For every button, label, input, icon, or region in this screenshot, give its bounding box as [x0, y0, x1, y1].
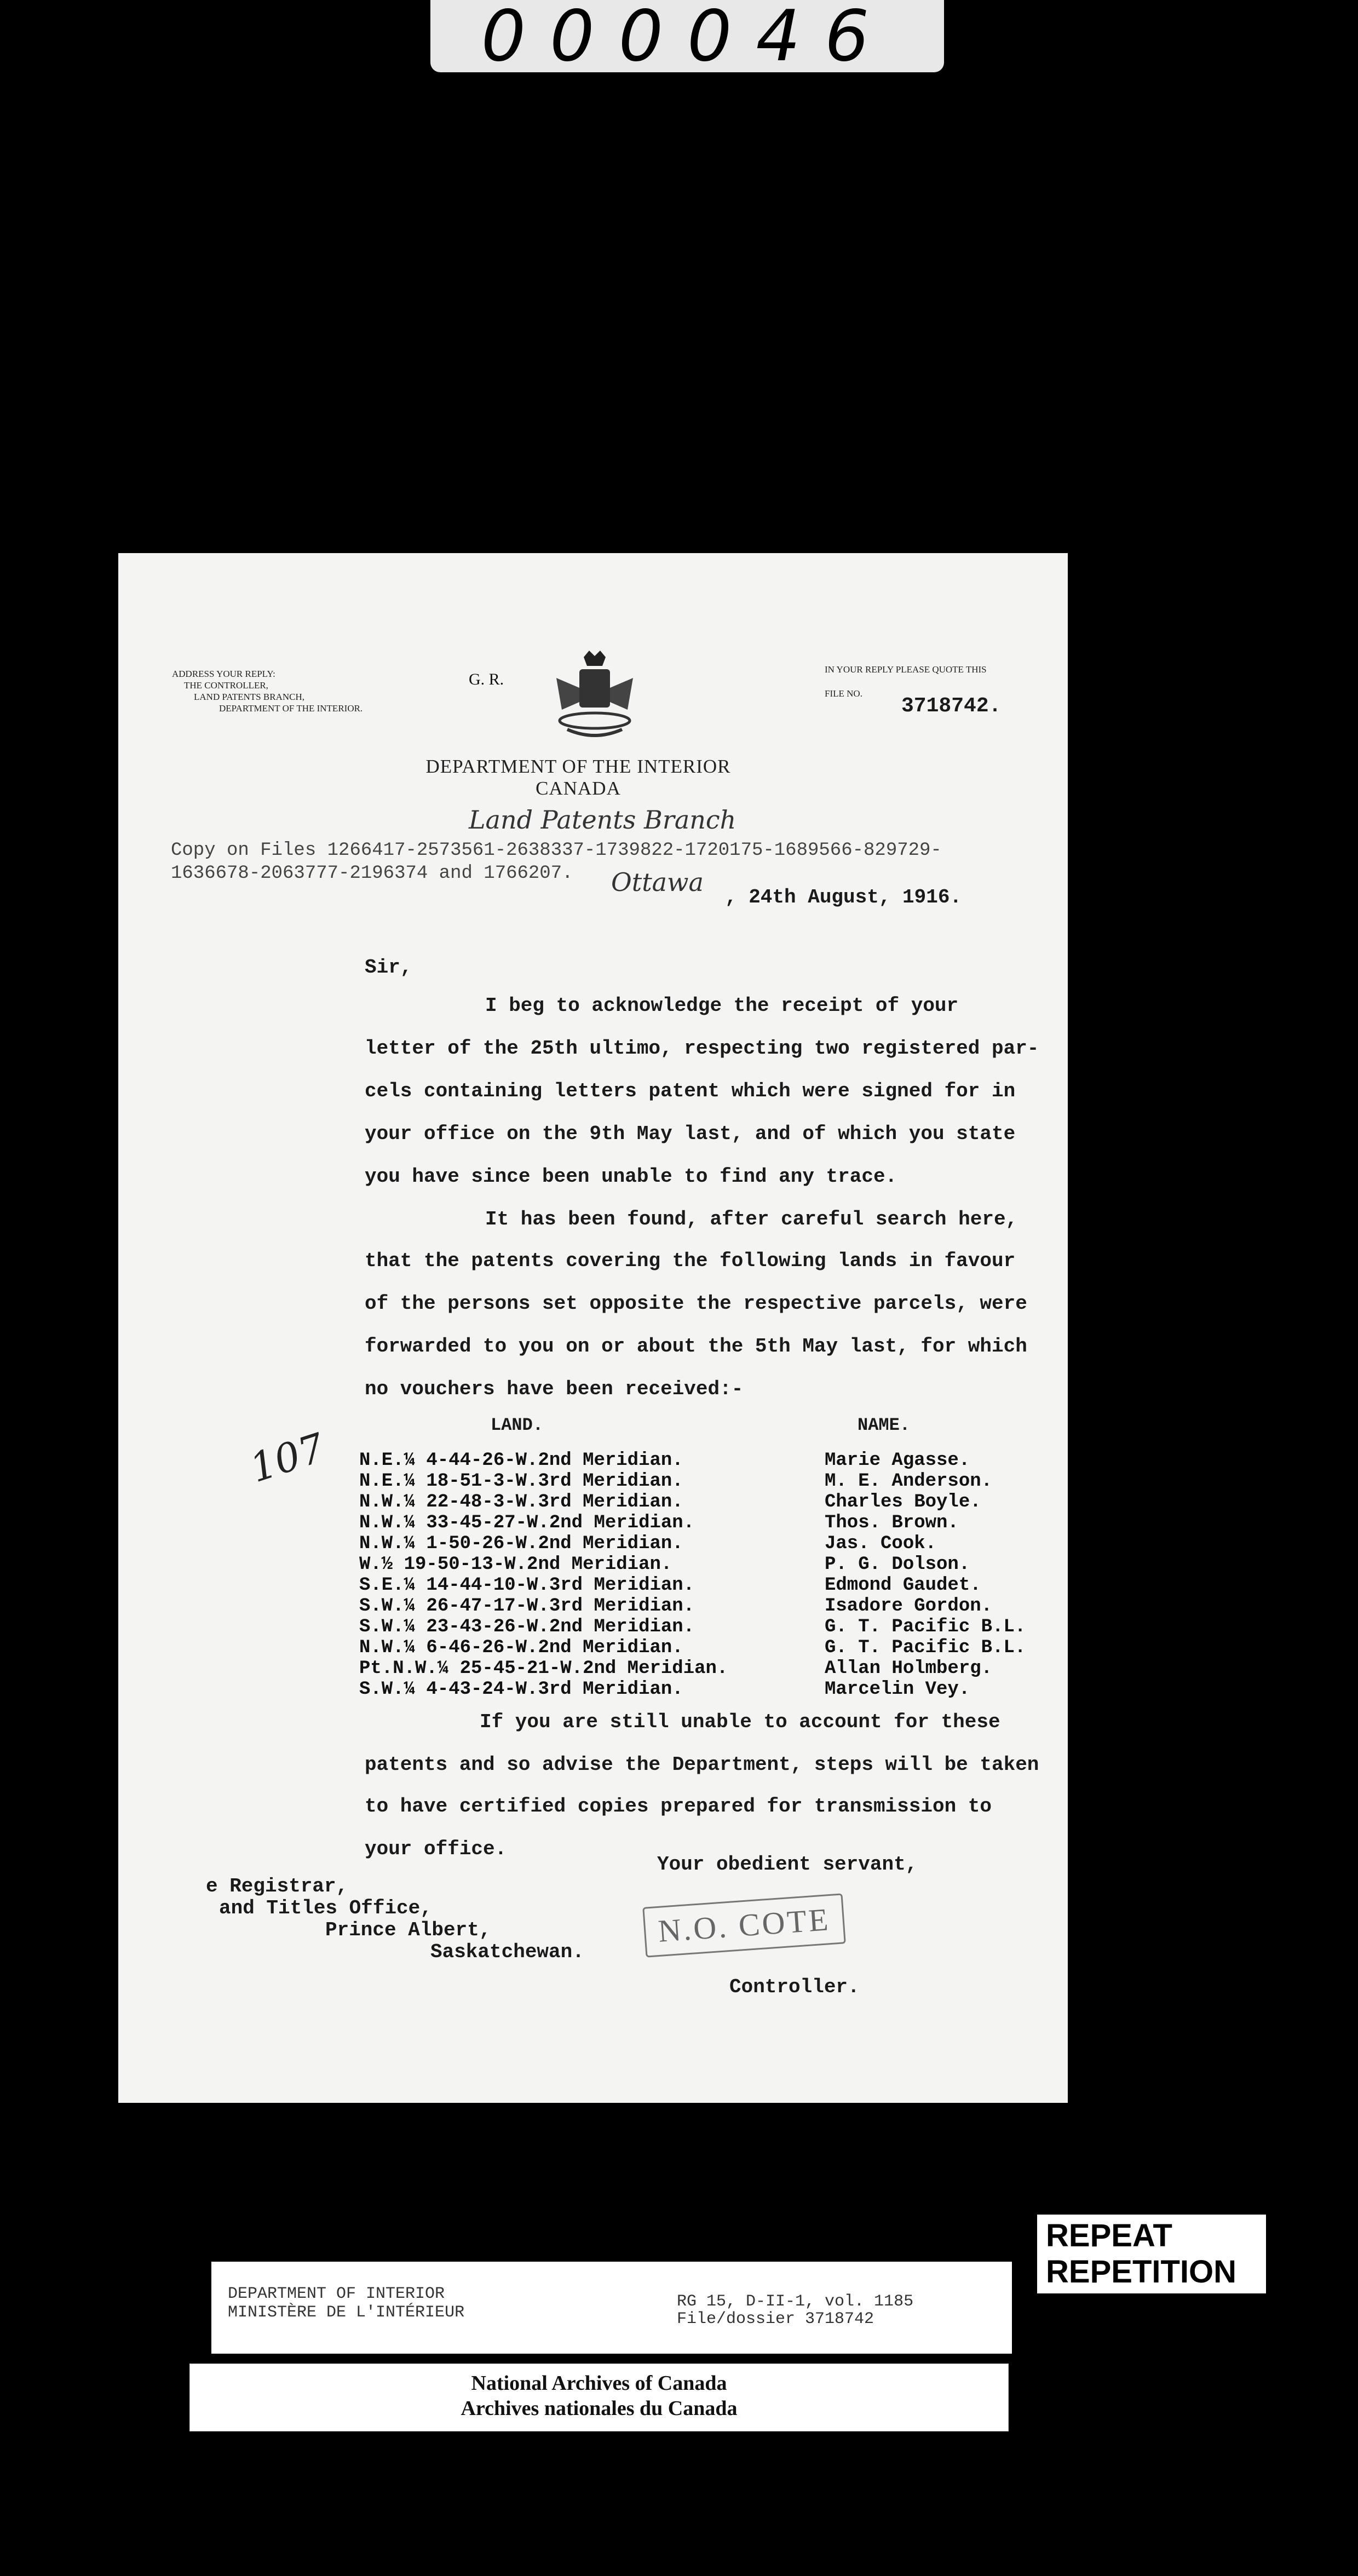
- file-no-label: FILE NO.: [825, 688, 862, 699]
- land-entry: N.W.¼ 6-46-26-W.2nd Meridian.: [359, 1637, 683, 1658]
- name-entry: Marie Agasse.: [825, 1450, 970, 1471]
- name-entry: Marcelin Vey.: [825, 1679, 970, 1700]
- name-entry: Isadore Gordon.: [825, 1596, 993, 1617]
- letter-date: , 24th August, 1916.: [725, 886, 962, 909]
- repeat-label: [1037, 2215, 1266, 2293]
- name-entry: Charles Boyle.: [825, 1492, 981, 1513]
- frame-counter: 000046: [430, 0, 944, 72]
- para1-line: letter of the 25th ultimo, respecting two registered par-: [365, 1037, 1039, 1060]
- margin-handwritten-note: 107: [244, 1424, 331, 1492]
- copy-on-files-line-1: Copy on Files 1266417-2573561-2638337-1739822-1720175-1689566-829729-: [171, 840, 942, 861]
- dept-en: DEPARTMENT OF INTERIOR: [228, 2285, 445, 2303]
- para2-line: of the persons set opposite the respective parcels, were: [365, 1292, 1027, 1315]
- land-entry: W.½ 19-50-13-W.2nd Meridian.: [359, 1554, 672, 1575]
- name-entry: Jas. Cook.: [825, 1533, 937, 1554]
- land-entry: S.W.¼ 26-47-17-W.3rd Meridian.: [359, 1596, 695, 1617]
- name-entry: M. E. Anderson.: [825, 1471, 993, 1492]
- para1-line: your office on the 9th May last, and of which you state: [365, 1123, 1016, 1145]
- land-entry: N.E.¼ 18-51-3-W.3rd Meridian.: [359, 1471, 683, 1492]
- signature-title: Controller.: [729, 1976, 860, 1998]
- repeat-line: REPETITION: [1046, 2254, 1237, 2290]
- para1-line: I beg to acknowledge the receipt of your: [485, 994, 959, 1017]
- para2-line: forwarded to you on or about the 5th May last, for which: [365, 1335, 1027, 1358]
- para3-line: If you are still unable to account for these: [480, 1711, 1000, 1733]
- name-entry: G. T. Pacific B.L.: [825, 1637, 1026, 1658]
- land-header: LAND.: [491, 1415, 544, 1435]
- address-line: DEPARTMENT OF THE INTERIOR.: [219, 703, 363, 714]
- name-entry: Thos. Brown.: [825, 1513, 959, 1533]
- para3-line: to have certified copies prepared for transmission to: [365, 1795, 992, 1818]
- para2-line: that the patents covering the following lands in favour: [365, 1250, 1016, 1272]
- gr-mark: G. R.: [469, 670, 504, 688]
- para1-line: you have since been unable to find any trace.: [365, 1165, 897, 1188]
- para2-line: It has been found, after careful search here,: [485, 1208, 1018, 1231]
- para1-line: cels containing letters patent which were signed for in: [365, 1080, 1016, 1102]
- file-number: 3718742.: [901, 694, 1002, 718]
- signature-stamp: N.O. COTE: [642, 1893, 846, 1957]
- land-entry: S.E.¼ 14-44-10-W.3rd Meridian.: [359, 1575, 695, 1596]
- address-line: THE CONTROLLER,: [184, 680, 268, 691]
- address-line: ADDRESS YOUR REPLY:: [172, 669, 275, 679]
- salutation: Sir,: [365, 956, 412, 979]
- copy-on-files-line-2: 1636678-2063777-2196374 and 1766207.: [171, 863, 573, 884]
- address-line: LAND PATENTS BRANCH,: [194, 692, 304, 702]
- para2-line: no vouchers have been received:-: [365, 1378, 744, 1400]
- recipient-line: Saskatchewan.: [430, 1941, 584, 1963]
- archive-reference-box: [211, 2262, 1012, 2354]
- archive-ref-2: File/dossier 3718742: [677, 2310, 874, 2328]
- repeat-line: REPEAT: [1046, 2218, 1172, 2253]
- country-heading: CANADA: [536, 778, 621, 799]
- para3-line: patents and so advise the Department, steps will be taken: [365, 1753, 1039, 1776]
- city-script: Ottawa: [611, 867, 704, 897]
- archive-ref-1: RG 15, D-II-1, vol. 1185: [677, 2292, 914, 2311]
- land-entry: S.W.¼ 4-43-24-W.3rd Meridian.: [359, 1679, 683, 1700]
- closing: Your obedient servant,: [657, 1853, 918, 1876]
- archives-en: National Archives of Canada: [471, 2372, 727, 2395]
- recipient-line: e Registrar,: [206, 1875, 348, 1898]
- name-header: NAME.: [858, 1415, 911, 1435]
- land-entry: N.W.¼ 1-50-26-W.2nd Meridian.: [359, 1533, 683, 1554]
- name-entry: Allan Holmberg.: [825, 1658, 993, 1679]
- archives-fr: Archives nationales du Canada: [461, 2397, 738, 2420]
- department-heading: DEPARTMENT OF THE INTERIOR: [425, 756, 731, 777]
- branch-script: Land Patents Branch: [469, 805, 736, 835]
- land-entry: N.W.¼ 33-45-27-W.2nd Meridian.: [359, 1513, 695, 1533]
- quote-label: IN YOUR REPLY PLEASE QUOTE THIS: [825, 664, 987, 675]
- para3-line: your office.: [365, 1838, 507, 1860]
- recipient-line: Prince Albert,: [325, 1919, 491, 1941]
- name-entry: G. T. Pacific B.L.: [825, 1617, 1026, 1637]
- land-entry: N.E.¼ 4-44-26-W.2nd Meridian.: [359, 1450, 683, 1471]
- land-entry: N.W.¼ 22-48-3-W.3rd Meridian.: [359, 1492, 683, 1513]
- address-block: [172, 668, 362, 714]
- recipient-line: and Titles Office,: [219, 1897, 432, 1919]
- dept-fr: MINISTÈRE DE L'INTÉRIEUR: [228, 2303, 465, 2322]
- name-entry: P. G. Dolson.: [825, 1554, 970, 1575]
- royal-arms-crest-icon: [545, 649, 644, 743]
- land-entry: Pt.N.W.¼ 25-45-21-W.2nd Meridian.: [359, 1658, 728, 1679]
- national-archives-label: [189, 2364, 1009, 2431]
- name-entry: Edmond Gaudet.: [825, 1575, 981, 1596]
- letter-page: [118, 553, 1068, 2103]
- land-entry: S.W.¼ 23-43-26-W.2nd Meridian.: [359, 1617, 695, 1637]
